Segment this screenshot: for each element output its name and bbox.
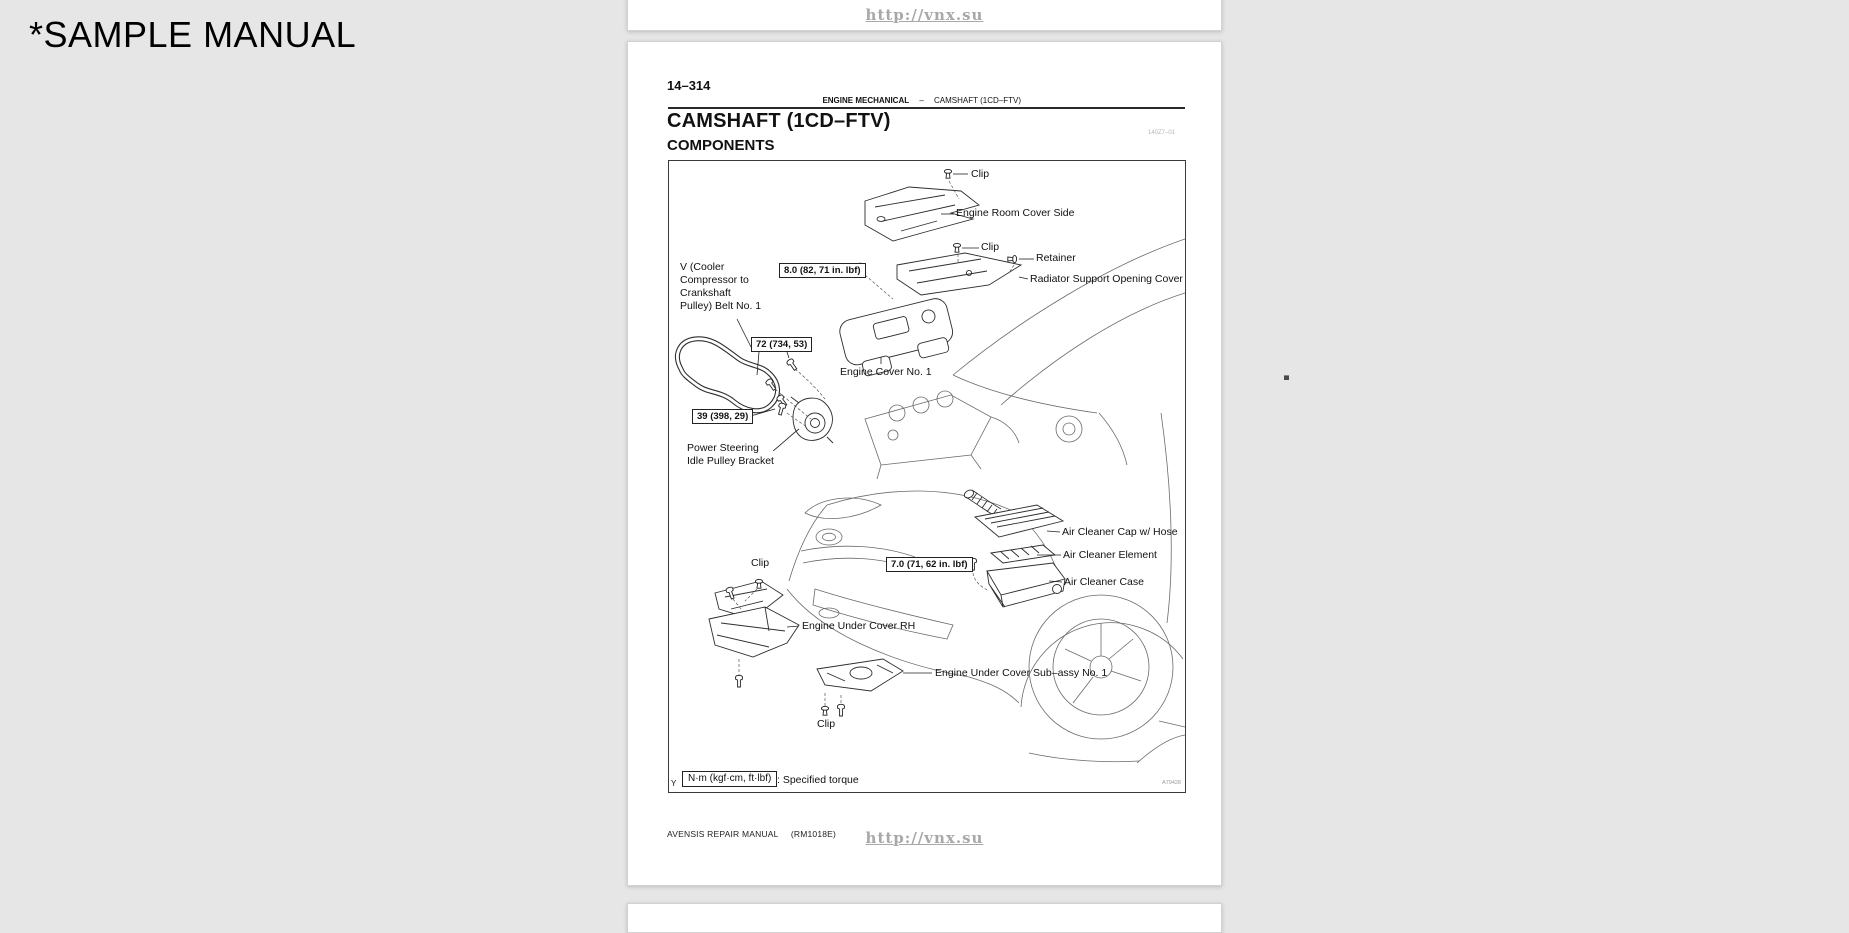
legend-y-marker: Y	[671, 779, 677, 788]
part-engine-under-cover-rh	[709, 581, 799, 657]
manual-page	[627, 41, 1222, 886]
callout-air-cleaner-case: Air Cleaner Case	[1064, 576, 1144, 588]
callout-power-steering-bracket	[687, 442, 774, 468]
torque-spec-bracket: 72 (734, 53)	[751, 337, 812, 352]
callout-air-cleaner-element: Air Cleaner Element	[1063, 549, 1157, 561]
clip-icon-mid	[953, 243, 960, 252]
torque-spec-engine-cover: 8.0 (82, 71 in. lbf)	[779, 263, 866, 278]
legend-torque-unit: N·m (kgf·cm, ft·lbf)	[682, 771, 777, 787]
callout-v-belt-line3: Crankshaft	[680, 287, 731, 299]
callout-air-cleaner-cap: Air Cleaner Cap w/ Hose	[1062, 526, 1178, 538]
running-header-dash: –	[919, 96, 924, 105]
part-air-cleaner-case	[987, 563, 1065, 607]
footer-manual-name: AVENSIS REPAIR MANUAL	[667, 829, 779, 839]
part-air-cleaner-element	[991, 545, 1055, 563]
torque-spec-air-cleaner: 7.0 (71, 62 in. lbf)	[886, 557, 973, 572]
section-title: CAMSHAFT (1CD–FTV)	[667, 110, 891, 132]
subsection-title: COMPONENTS	[667, 137, 775, 154]
running-header-subsection: CAMSHAFT (1CD–FTV)	[934, 96, 1021, 105]
callout-retainer: Retainer	[1036, 252, 1076, 264]
torque-spec-idle-pulley: 39 (398, 29)	[692, 409, 753, 424]
figure-id: A79428	[1162, 780, 1181, 786]
components-diagram	[668, 160, 1186, 793]
previous-page-partial	[627, 0, 1222, 31]
footer-manual-code: (RM1018E)	[790, 829, 837, 839]
leader-lines	[737, 174, 1062, 673]
clip-icon-bottom-1	[821, 706, 828, 715]
watermark-top: http://vnx.su	[865, 6, 984, 24]
exploded-view-drawing	[669, 161, 1185, 792]
running-header-section: ENGINE MECHANICAL	[822, 96, 910, 105]
part-idle-pulley-bracket	[791, 397, 833, 443]
callout-engine-room-cover-side: Engine Room Cover Side	[956, 207, 1075, 219]
bolt-icon-bracket-1	[786, 358, 798, 371]
legend-suffix: : Specified torque	[777, 774, 859, 786]
callout-v-belt-line4: Pulley) Belt No. 1	[680, 300, 762, 312]
bolt-icon-idle-pulley	[777, 403, 787, 416]
callout-clip-top: Clip	[971, 168, 990, 180]
page-number: 14–314	[667, 78, 711, 93]
callout-clip-bottom: Clip	[817, 718, 836, 730]
clip-icon-top	[944, 169, 951, 178]
part-air-cleaner-cap	[963, 488, 1063, 537]
stray-dot	[1284, 375, 1289, 380]
retainer-icon	[1008, 255, 1017, 262]
part-engine-under-cover-sub-assy	[817, 659, 903, 691]
callout-radiator-support-opening-cover: Radiator Support Opening Cover	[1030, 273, 1183, 285]
running-header	[822, 96, 1021, 105]
callout-engine-under-cover-sub-assy: Engine Under Cover Sub–assy No. 1	[935, 667, 1108, 679]
header-rule	[668, 107, 1185, 109]
next-page-partial	[627, 903, 1222, 933]
callout-clip-left: Clip	[751, 557, 770, 569]
part-radiator-support-opening-cover	[897, 253, 1021, 295]
callout-v-belt-line2: Compressor to	[680, 274, 749, 286]
callout-power-steering-line1: Power Steering	[687, 442, 759, 454]
bolt-icon-under-cover-2	[736, 675, 743, 687]
callout-engine-cover-no1: Engine Cover No. 1	[840, 366, 932, 378]
callout-clip-mid: Clip	[981, 241, 1000, 253]
callout-v-belt	[680, 261, 761, 313]
sample-manual-caption: *SAMPLE MANUAL	[29, 14, 357, 55]
callout-power-steering-line2: Idle Pulley Bracket	[687, 455, 774, 467]
callout-engine-under-cover-rh: Engine Under Cover RH	[802, 620, 916, 632]
watermark-bottom: http://vnx.su	[865, 829, 984, 847]
figure-revision-code: 140Z7–01	[1148, 130, 1176, 136]
clip-icon-bottom-2	[838, 704, 845, 716]
callout-v-belt-line1: V (Cooler	[680, 261, 725, 273]
